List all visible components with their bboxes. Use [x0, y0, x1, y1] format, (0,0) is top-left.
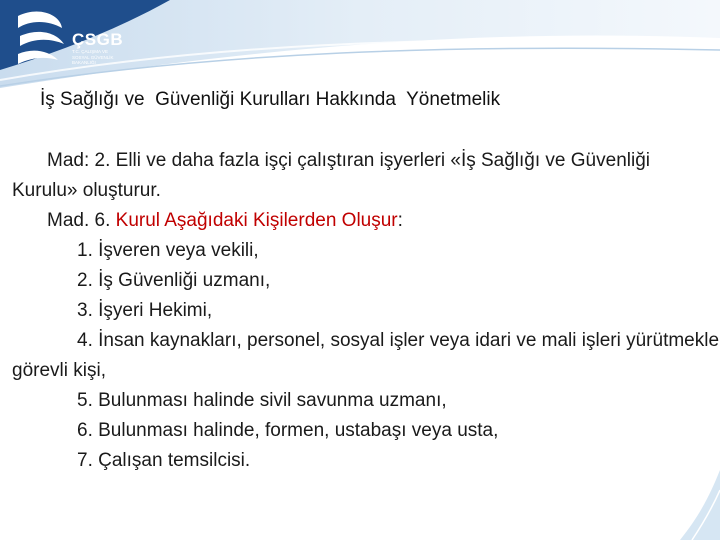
logo-text: ÇSGB — [72, 30, 124, 49]
slide-content — [12, 146, 720, 476]
list-item: 7. Çalışan temsilcisi. — [77, 450, 251, 471]
list-item: 1. İşveren veya vekili, — [77, 240, 259, 261]
list-item: 6. Bulunması halinde, formen, ustabaşı veya usta, — [77, 420, 499, 441]
list-item: 4. İnsan kaynakları, personel, sosyal işler veya idari ve mali işleri yürütmekle görevli kişi, — [12, 330, 720, 381]
swirl-logo-icon — [10, 6, 70, 70]
logo-subtitle — [72, 49, 152, 66]
article-6-prefix: Mad. 6. — [47, 210, 116, 231]
header-band — [0, 0, 720, 95]
logo — [6, 4, 146, 74]
list-item: 3. İşyeri Hekimi, — [77, 300, 213, 321]
article-2-paragraph: Mad: 2. Elli ve daha fazla işçi çalıştıran işyerleri «İş Sağlığı ve Güvenliği Kurulu» oluşturur. — [12, 150, 650, 201]
article-6-colon: : — [397, 210, 403, 231]
logo-subtitle-line: T.C. ÇALIŞMA VE — [72, 49, 109, 54]
article-6-heading: Kurul Aşağıdaki Kişilerden Oluşur — [115, 210, 398, 231]
corner-wave-graphic — [680, 470, 720, 540]
list-item: 2. İş Güvenliği uzmanı, — [77, 270, 271, 291]
logo-subtitle-line: SOSYAL GÜVENLİK — [72, 54, 114, 60]
article-6-lead — [12, 206, 720, 236]
member-list — [12, 236, 720, 476]
slide-title: İş Sağlığı ve Güvenliği Kurulları Hakkında Yönetmelik — [40, 89, 501, 110]
list-item: 5. Bulunması halinde sivil savunma uzmanı, — [77, 390, 447, 411]
logo-subtitle-line: BAKANLIĞI — [72, 60, 96, 65]
